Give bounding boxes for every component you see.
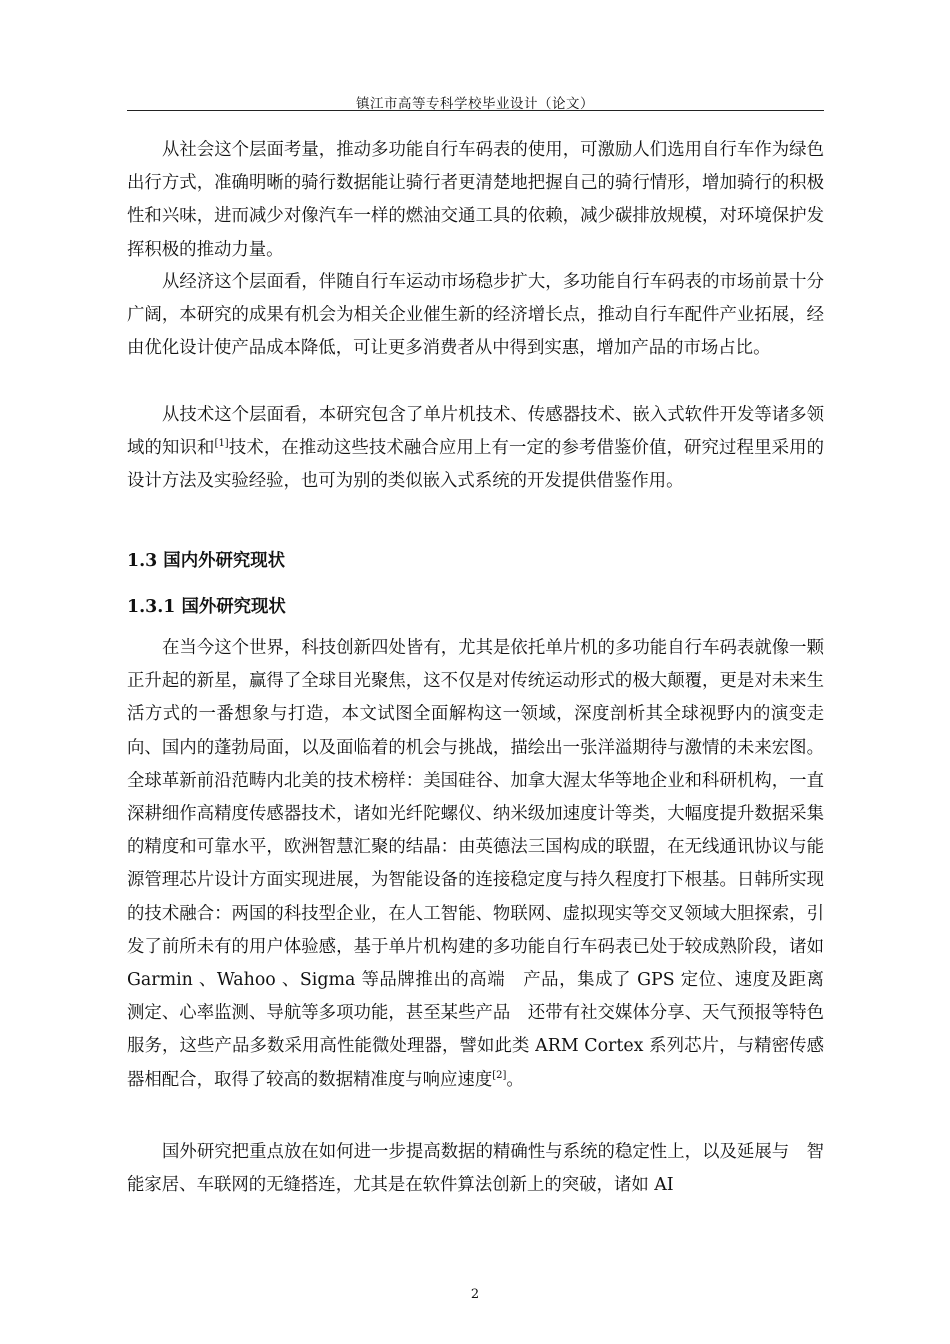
paragraph-text: 技术，在推动这些技术融合应用上有一定的参考借鉴价值，研究过程里采用的设计方法及实验经验，也可为别的类似嵌入式系统的开发提供借鉴作用。 xyxy=(127,438,824,492)
page-number: 2 xyxy=(470,1287,480,1302)
citation-ref: [2] xyxy=(492,1069,507,1081)
paragraph-text: 从技术这个层面看，本研究包含了单片机技术、传感器技术、嵌入式软件开发等诸多领域的知识和 xyxy=(127,405,824,459)
paragraph-text: 在当今这个世界，科技创新四处皆有，尤其是依托单片机的多功能自行车码表就像一颗正升起的新星，赢得了全球目光聚焦，这不仅是对传统运动形式的极大颠覆，更是对未来生活方式的一番想象与打造，本文试图全面解构这一领域，深度剖析其全球视野内的演变走向、国内的蓬勃局面，以及面临着的机会与挑战，描绘出一张洋溢期待与激情的未来宏图。全球革新前沿范畴内北美的技术榜样：美国硅谷、加拿大渥太华等地企业和科研机构，一直深耕细作高精度传感器技术，诸如光纤陀螺仪、纳米级加速度计等类，大幅度提升数据采集的精度和可靠水平，欧洲智慧汇聚的结晶：由英德法三国构成的联盟，在无线通讯协议与能源管理芯片设计方面实现进展，为智能设备的连接稳定度与持久程度打下根基。日韩所实现的技术融合：两国的科技型企业，在人工智能、物联网、虚拟现实等交叉领域大胆探索，引发了前所未有的用户体验感，基于单片机构建的多功能自行车码表已处于较成熟阶段，诸如 Garmin 、Wahoo 、Sigma 等品牌推出的高端 产品，集成了 GPS 定位、速度及距离测定、心率监测、导航等多项功能，甚至某些产品 还带有社交媒体分享、天气预报等特色服务，这些产品多数采用高性能微处理器，譬如此类 ARM Cortex 系列芯片，与精密传感器相配合，取得了较高的数据精准度与响应速度 xyxy=(127,638,824,1090)
paragraph-foreign-focus: 国外研究把重点放在如何进一步提高数据的精确性与系统的稳定性上，以及延展与 智能家居、车联网的无缝搭连，尤其是在软件算法创新上的突破，诸如 AI xyxy=(127,1142,824,1196)
paragraph-economic: 从经济这个层面看，伴随自行车运动市场稳步扩大，多功能自行车码表的市场前景十分广阔，本研究的成果有机会为相关企业催生新的经济增长点，推动自行车配件产业拓展，经由优化设计使产品成本降低，可让更多消费者从中得到实惠，增加产品的市场占比。 xyxy=(127,272,824,359)
header-divider xyxy=(127,110,824,111)
paragraph-technical xyxy=(127,399,824,499)
paragraph-foreign-research xyxy=(127,632,824,1097)
paragraph-text: 。 xyxy=(506,1069,524,1090)
paragraph-social: 从社会这个层面考量，推动多功能自行车码表的使用，可激励人们选用自行车作为绿色出行方式，准确明晰的骑行数据能让骑行者更清楚地把握自己的骑行情形，增加骑行的积极性和兴味，进而减少对像汽车一样的燃油交通工具的依赖，减少碳排放规模，对环境保护发挥积极的推动力量。 xyxy=(127,140,824,260)
citation-ref: [1] xyxy=(214,438,229,450)
header-title: 镇江市高等专科学校毕业设计（论文） xyxy=(356,96,594,112)
section-heading: 1.3 国内外研究现状 xyxy=(127,551,286,571)
subsection-heading: 1.3.1 国外研究现状 xyxy=(127,597,286,617)
